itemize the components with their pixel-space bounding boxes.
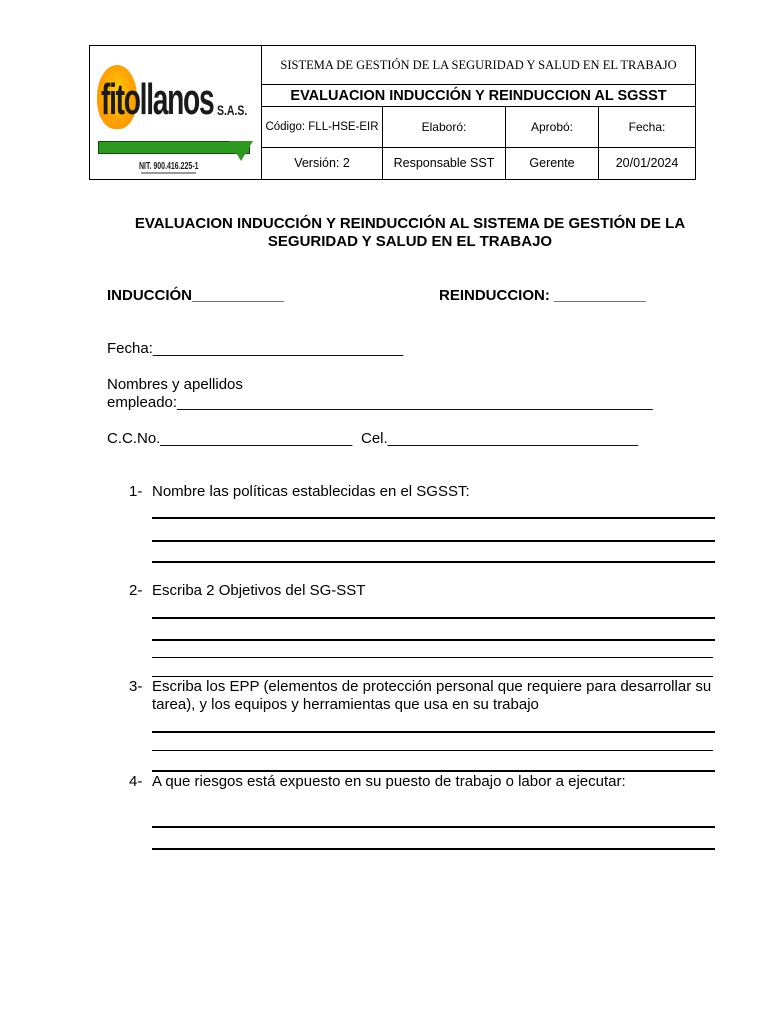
system-name: SISTEMA DE GESTIÓN DE LA SEGURIDAD Y SALUD EN EL TRABAJO — [262, 46, 696, 85]
form-code: Código: FLL-HSE-EIR — [262, 107, 383, 147]
answer-line[interactable] — [152, 561, 715, 563]
logo-nit: NIT. 900.416.225-1 — [139, 161, 199, 172]
induccion-field[interactable]: INDUCCIÓN___________ — [107, 287, 284, 304]
question-4-text: A que riesgos está expuesto en su puesto de trabajo o labor a ejecutar: — [152, 773, 626, 790]
question-1-text: Nombre las políticas establecidas en el SGSST: — [152, 483, 470, 500]
elaboro-value: Responsable SST — [383, 147, 506, 179]
logo-green-bar — [98, 141, 250, 154]
answer-line[interactable] — [152, 639, 715, 641]
nombres-label: Nombres y apellidos — [107, 376, 243, 393]
nombres-field[interactable]: empleado:_________________________________________________________ — [107, 394, 653, 411]
logo-sas: S.A.S. — [217, 102, 248, 118]
answer-line[interactable] — [152, 848, 715, 850]
document-heading — [110, 215, 710, 251]
fecha-field[interactable]: Fecha:______________________________ — [107, 340, 404, 357]
question-1-number: 1- — [129, 483, 143, 500]
company-logo — [91, 47, 259, 178]
answer-line[interactable] — [152, 517, 715, 519]
cel-field[interactable]: Cel.______________________________ — [361, 430, 638, 447]
fecha-value: 20/01/2024 — [599, 147, 696, 179]
aprobo-label: Aprobó: — [506, 107, 599, 147]
fecha-label: Fecha: — [599, 107, 696, 147]
form-title: EVALUACION INDUCCIÓN Y REINDUCCION AL SGSST — [262, 85, 696, 107]
question-2-text: Escriba 2 Objetivos del SG-SST — [152, 582, 366, 599]
answer-line[interactable] — [152, 750, 713, 751]
aprobo-value: Gerente — [506, 147, 599, 179]
answer-line[interactable] — [152, 770, 715, 772]
reinduccion-field[interactable]: REINDUCCION: ___________ — [439, 287, 646, 304]
question-3-text: Escriba los EPP (elementos de protección personal que requiere para desarrollar su tarea), y los equipos y herramientas que usa en su trabajo — [152, 678, 712, 713]
heading-line-1: EVALUACION INDUCCIÓN Y REINDUCCIÓN AL SISTEMA DE GESTIÓN DE LA — [134, 215, 686, 232]
question-3-number: 3- — [129, 678, 143, 695]
answer-line[interactable] — [152, 676, 713, 677]
elaboro-label: Elaboró: — [383, 107, 506, 147]
heading-line-2: SEGURIDAD Y SALUD EN EL TRABAJO — [267, 233, 553, 250]
answer-line[interactable] — [152, 826, 715, 828]
form-version: Versión: 2 — [262, 147, 383, 179]
question-4-number: 4- — [129, 773, 143, 790]
answer-line[interactable] — [152, 540, 715, 542]
answer-line[interactable] — [152, 731, 715, 733]
question-2-number: 2- — [129, 582, 143, 599]
answer-line[interactable] — [152, 657, 713, 658]
cc-field[interactable]: C.C.No._______________________ — [107, 430, 353, 447]
logo-wordmark: fitollanos — [101, 75, 214, 124]
logo-green-arrow — [229, 141, 253, 161]
answer-line[interactable] — [152, 617, 715, 619]
logo-nit-subline — [141, 172, 196, 174]
